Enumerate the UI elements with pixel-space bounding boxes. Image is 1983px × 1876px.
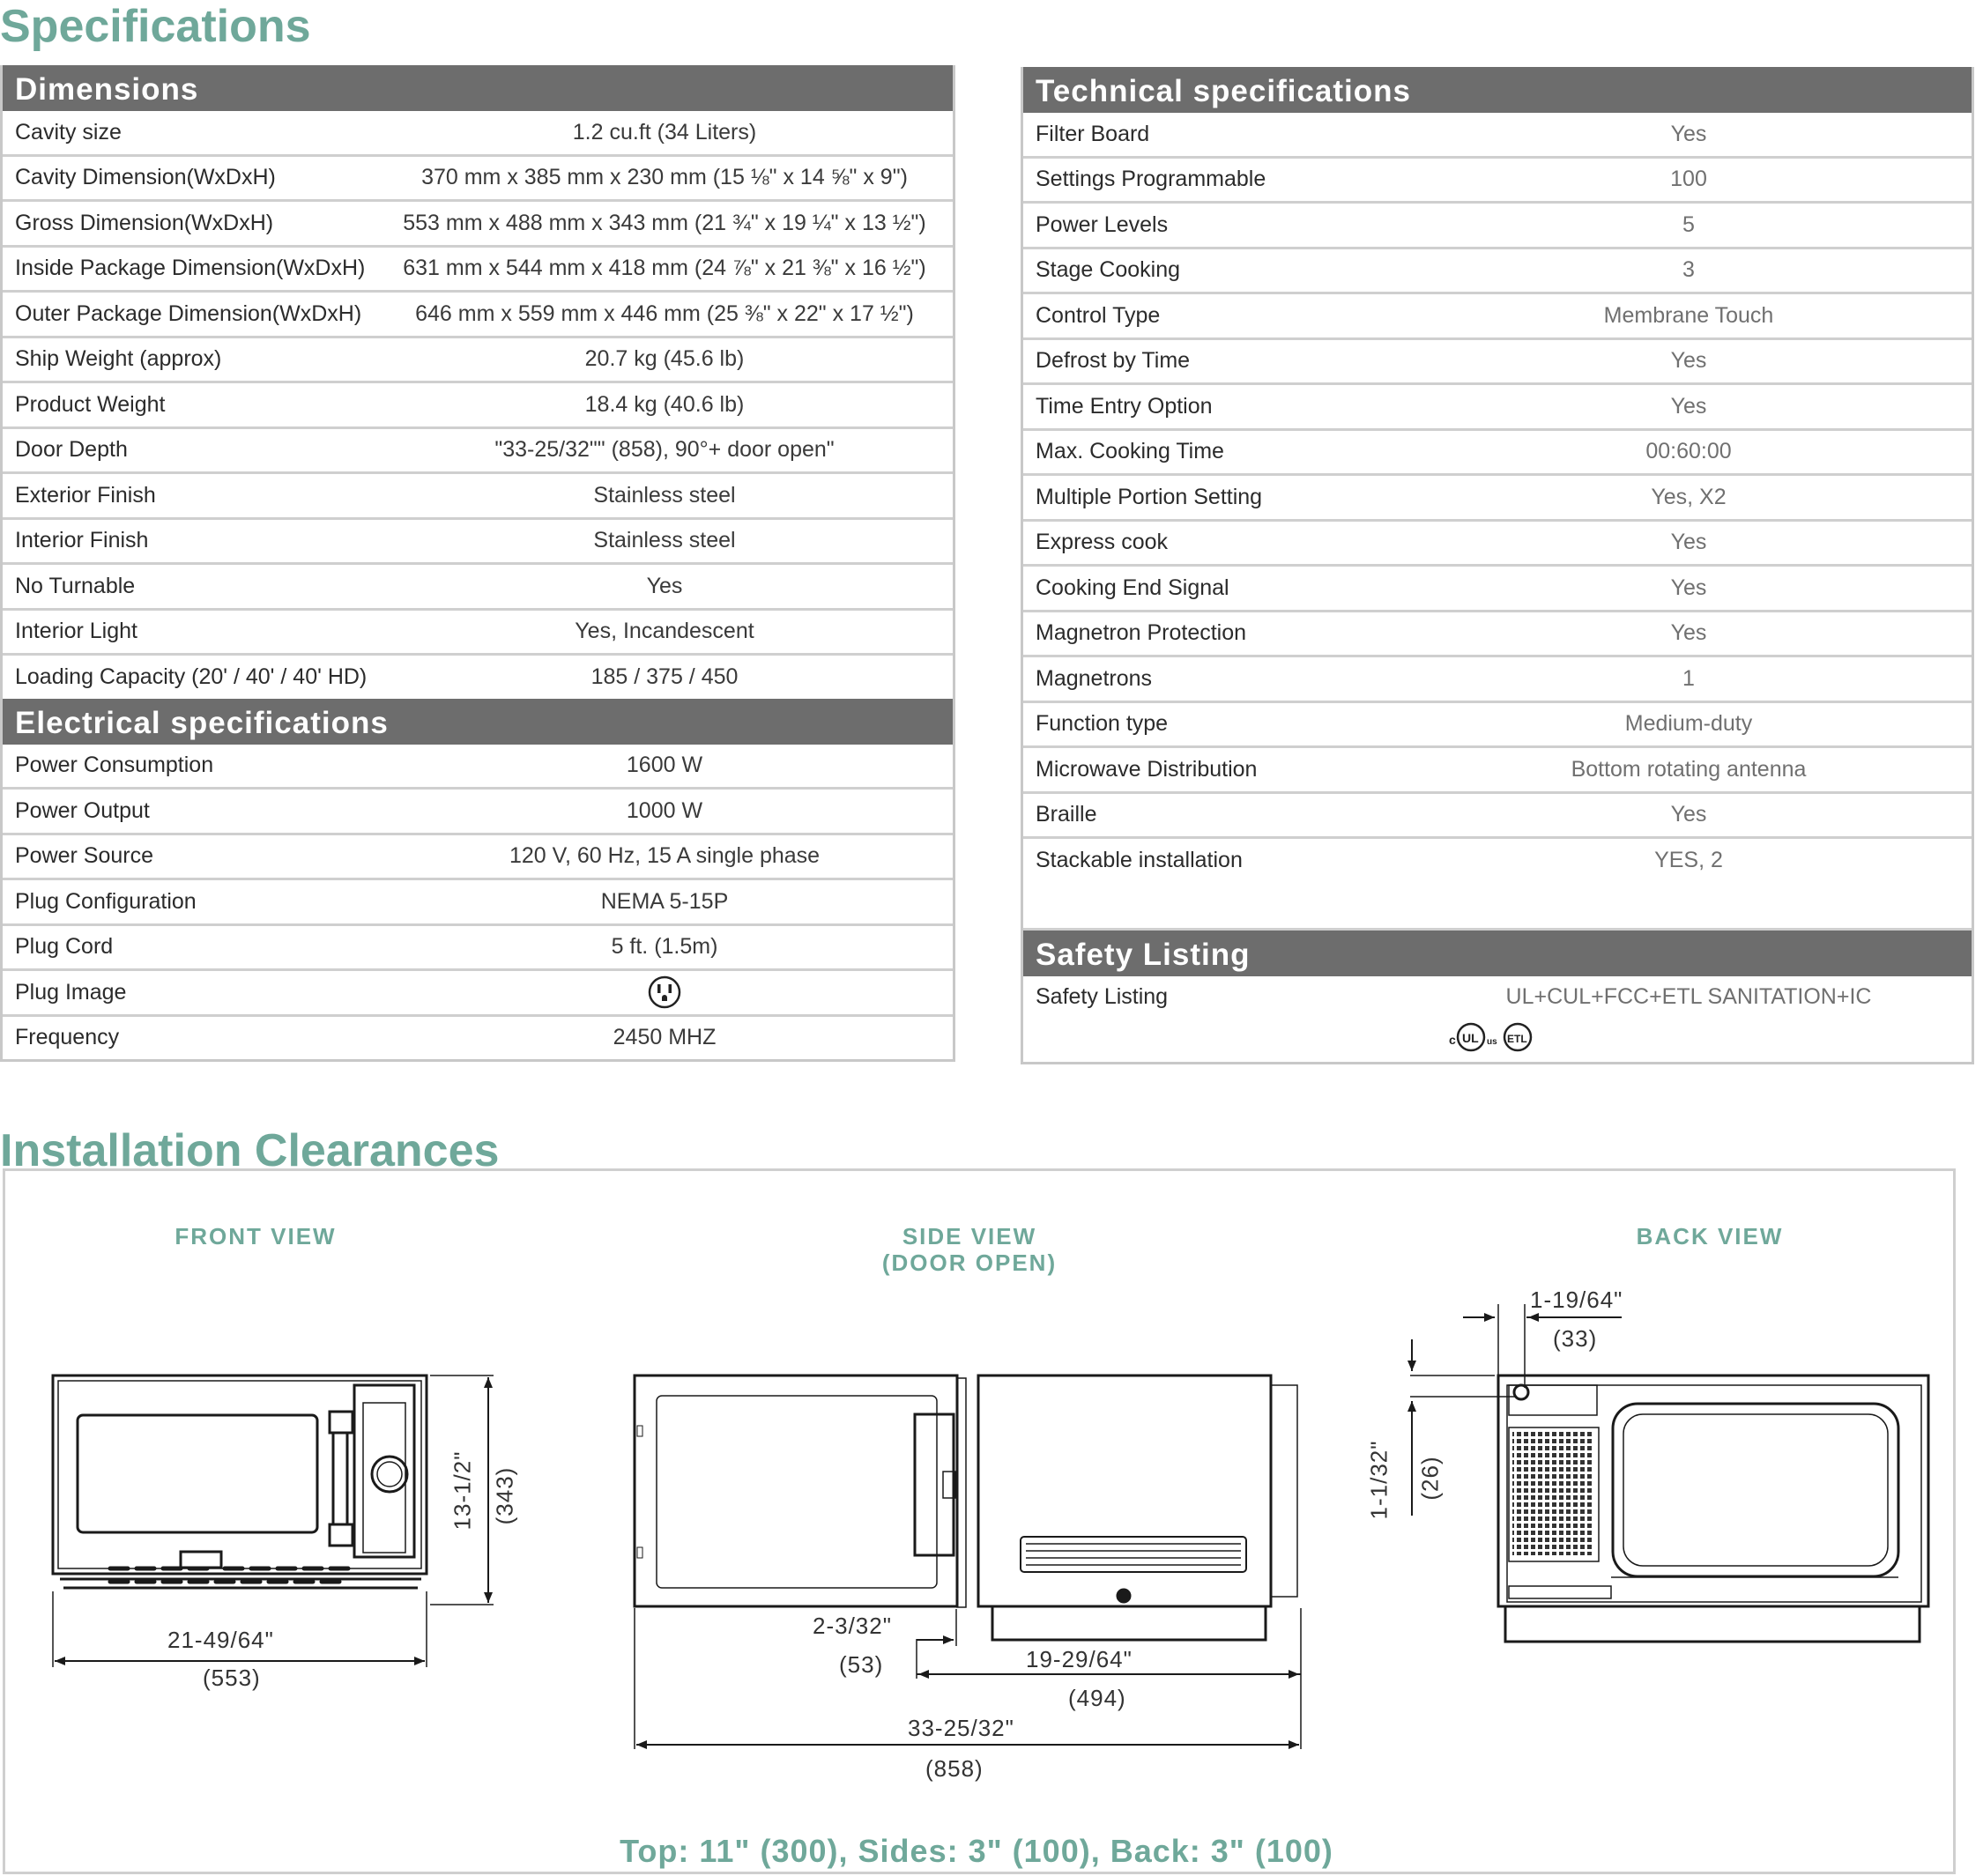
spec-value: Yes, X2 xyxy=(1651,484,1727,509)
spec-label: Cavity size xyxy=(15,119,122,145)
back-grille xyxy=(1512,1432,1593,1555)
spec-value: "33-25/32"" (858), 90°+ door open" xyxy=(494,437,835,463)
spec-label: Outer Package Dimension(WxDxH) xyxy=(15,300,362,326)
spec-value: Yes xyxy=(1670,393,1707,419)
spec-value: 1.2 cu.ft (34 Liters) xyxy=(572,119,757,145)
svg-text:us: us xyxy=(1487,1036,1497,1047)
back-side-in: 1-1/32" xyxy=(1365,1440,1393,1520)
spec-label: Max. Cooking Time xyxy=(1036,439,1224,464)
spec-label: Braille xyxy=(1036,802,1097,827)
spec-value: 5 ft. (1.5m) xyxy=(611,934,718,960)
electrical-header: Electrical specifications xyxy=(3,699,953,745)
spec-label: Safety Listing xyxy=(1036,984,1169,1010)
spec-label: Interior Finish xyxy=(15,528,149,553)
spec-label: Gross Dimension(WxDxH) xyxy=(15,210,274,235)
spec-value: Yes xyxy=(1670,530,1707,555)
spec-value: YES, 2 xyxy=(1654,847,1723,872)
spec-label: Stackable installation xyxy=(1036,847,1243,872)
spec-value: 120 V, 60 Hz, 15 A single phase xyxy=(509,843,821,869)
spec-label: Ship Weight (approx) xyxy=(15,346,222,372)
spec-value: 5 xyxy=(1682,211,1695,237)
spec-value: 1000 W xyxy=(626,797,703,823)
spec-label: Plug Image xyxy=(15,979,127,1005)
spec-value: Yes, Incandescent xyxy=(575,619,754,644)
spec-label: Exterior Finish xyxy=(15,482,156,508)
spec-value: 646 mm x 559 mm x 446 mm (25 ⅜" x 22" x 17 ½") xyxy=(415,300,914,326)
spec-label: Power Levels xyxy=(1036,211,1169,237)
back-view-drawing xyxy=(961,0,1928,1642)
spec-label: Cavity Dimension(WxDxH) xyxy=(15,165,276,190)
technical-header: Technical specifications xyxy=(1023,67,1972,113)
spec-value: Yes xyxy=(1670,802,1707,827)
svg-text:UL: UL xyxy=(1462,1030,1479,1045)
side-total-mm: (858) xyxy=(925,1755,984,1782)
front-height-in: 13-1/2" xyxy=(449,1450,476,1531)
spec-label: Power Output xyxy=(15,797,150,823)
installation-heading: Installation Clearances xyxy=(0,1125,500,1176)
spec-value: 00:60:00 xyxy=(1645,439,1732,464)
side-view-line1: SIDE VIEW xyxy=(902,1223,1037,1249)
spec-label: Door Depth xyxy=(15,437,128,463)
front-height-mm: (343) xyxy=(491,1466,518,1525)
back-top-mm: (33) xyxy=(1553,1325,1598,1352)
back-view-label: BACK VIEW xyxy=(1636,1223,1784,1249)
side-depth-mm: (494) xyxy=(1068,1685,1126,1711)
spec-label: No Turnable xyxy=(15,573,136,598)
spec-label: Settings Programmable xyxy=(1036,167,1266,192)
front-view-label: FRONT VIEW xyxy=(175,1223,337,1249)
front-width-mm: (553) xyxy=(203,1665,261,1691)
spec-label: Express cook xyxy=(1036,530,1169,555)
back-top-in: 1-19/64" xyxy=(1530,1287,1623,1313)
spec-value: 1600 W xyxy=(626,753,703,778)
spec-value: 1 xyxy=(1682,665,1695,691)
clearance-footer: Top: 11" (300), Sides: 3" (100), Back: 3" (100) xyxy=(620,1833,1333,1869)
spec-label: Magnetron Protection xyxy=(1036,620,1247,646)
spec-label: Power Consumption xyxy=(15,753,214,778)
spec-label: Stage Cooking xyxy=(1036,257,1181,283)
spec-label: Interior Light xyxy=(15,619,137,644)
spec-label: Multiple Portion Setting xyxy=(1036,484,1263,509)
spec-value: 100 xyxy=(1670,167,1707,192)
spec-label: Inside Package Dimension(WxDxH) xyxy=(15,256,366,281)
svg-text:c: c xyxy=(1449,1032,1456,1047)
spec-value: 553 mm x 488 mm x 343 mm (21 ¾" x 19 ¼" x 13 ½") xyxy=(403,210,926,235)
spec-label: Microwave Distribution xyxy=(1036,756,1258,782)
spec-label: Plug Cord xyxy=(15,934,114,960)
spec-value: UL+CUL+FCC+ETL SANITATION+IC xyxy=(1505,984,1872,1010)
spec-label: Filter Board xyxy=(1036,121,1150,146)
svg-text:ETL: ETL xyxy=(1507,1032,1527,1045)
spec-label: Loading Capacity (20' / 40' / 40' HD) xyxy=(15,664,368,689)
safety-header: Safety Listing xyxy=(1023,931,1972,976)
spec-value: 3 xyxy=(1682,257,1695,283)
side-gap-mm: (53) xyxy=(839,1651,884,1678)
spec-value: Yes xyxy=(1670,620,1707,646)
back-side-mm: (26) xyxy=(1416,1456,1444,1501)
spec-value: 370 mm x 385 mm x 230 mm (15 ⅛" x 14 ⅝" x 9") xyxy=(421,165,908,190)
spec-label: Defrost by Time xyxy=(1036,348,1191,374)
spec-label: Cooking End Signal xyxy=(1036,575,1229,600)
spec-value: Yes xyxy=(646,573,683,598)
spec-value: Stainless steel xyxy=(593,528,736,553)
spec-label: Time Entry Option xyxy=(1036,393,1213,419)
spec-value: 185 / 375 / 450 xyxy=(590,664,739,689)
side-view-line2: (DOOR OPEN) xyxy=(881,1249,1058,1276)
spec-value: 18.4 kg (40.6 lb) xyxy=(584,391,745,417)
front-width-in: 21-49/64" xyxy=(167,1627,274,1653)
spec-label: Control Type xyxy=(1036,302,1161,328)
spec-value: 20.7 kg (45.6 lb) xyxy=(584,346,745,372)
side-total-in: 33-25/32" xyxy=(908,1715,1014,1741)
spec-value: Yes xyxy=(1670,575,1707,600)
spec-value: Yes xyxy=(1670,121,1707,146)
spec-value: Stainless steel xyxy=(593,482,736,508)
spec-value: NEMA 5-15P xyxy=(600,888,729,914)
spec-label: Product Weight xyxy=(15,391,166,417)
spec-value: Membrane Touch xyxy=(1603,302,1774,328)
specifications-heading: Specifications xyxy=(0,1,311,52)
spec-value: 631 mm x 544 mm x 418 mm (24 ⅞" x 21 ⅜" x 16 ½") xyxy=(403,256,926,281)
spec-label: Power Source xyxy=(15,843,154,869)
side-depth-in: 19-29/64" xyxy=(1026,1646,1133,1672)
spec-value: Bottom rotating antenna xyxy=(1571,756,1807,782)
spec-value: 2450 MHZ xyxy=(613,1025,717,1050)
dimensions-header: Dimensions xyxy=(3,65,953,111)
spec-label: Magnetrons xyxy=(1036,665,1153,691)
spec-label: Plug Configuration xyxy=(15,888,197,914)
side-view-drawing xyxy=(635,1375,1301,1749)
spec-label: Frequency xyxy=(15,1025,120,1050)
spec-label: Function type xyxy=(1036,711,1169,737)
front-view-drawing xyxy=(53,1375,494,1667)
spec-value: Medium-duty xyxy=(1624,711,1753,737)
spec-value: Yes xyxy=(1670,348,1707,374)
side-gap-in: 2-3/32" xyxy=(813,1613,892,1639)
